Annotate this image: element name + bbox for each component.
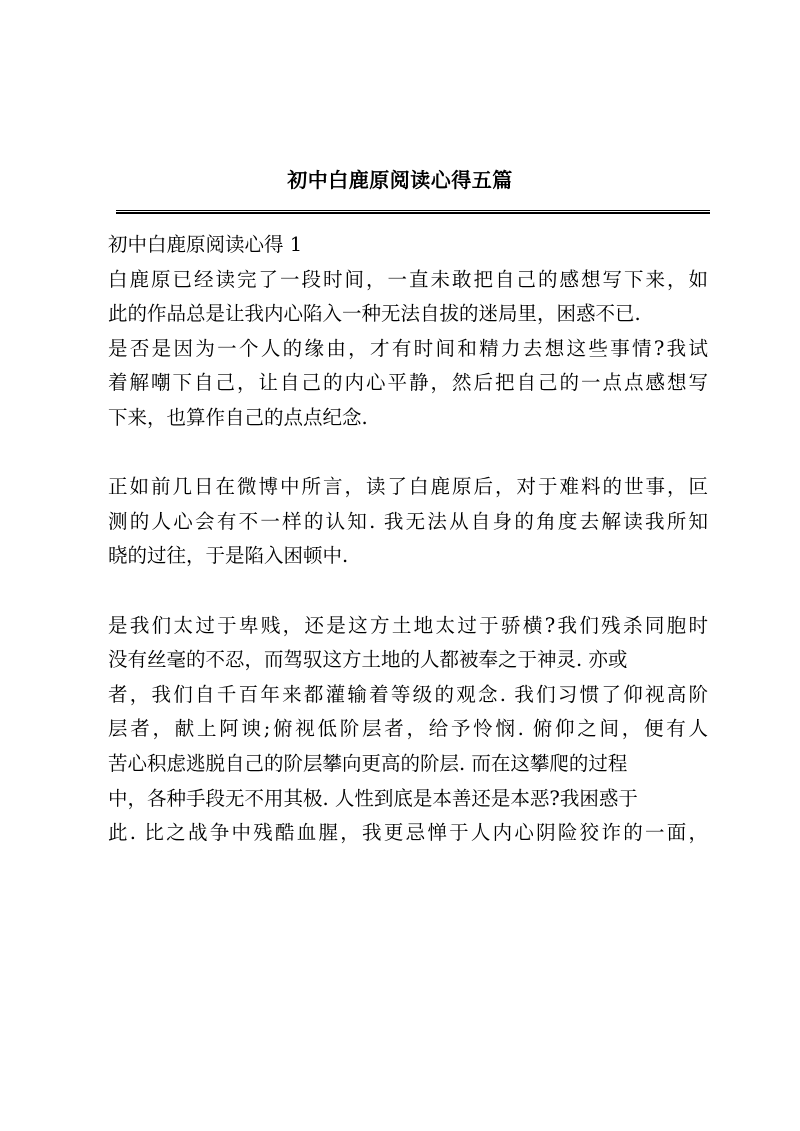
paragraph-2 [108,470,708,574]
document-body [108,228,708,851]
document-title: 初中白鹿原阅读心得五篇 [287,168,513,192]
text-line: 没有丝毫的不忍，而驾驭这方土地的人都被奉之于神灵. 亦或 [108,648,628,672]
text-line: 着解嘲下自己，让自己的内心平静，然后把自己的一点点感想写 [108,371,708,395]
text-line: 下来，也算作自己的点点纪念. [108,405,368,429]
text-line: 晓的过往，于是陷入困顿中. [108,544,349,568]
text-line: 此的作品总是让我内心陷入一种无法自拔的迷局里，困惑不已. [108,302,641,326]
text-line: 苦心积虑逃脱自己的阶层攀向更高的阶层. 而在这攀爬的过程 [108,751,628,775]
text-line: 测的人心会有不一样的认知. 我无法从自身的角度去解读我所知 [108,509,708,533]
text-line: 白鹿原已经读完了一段时间，一直未敢把自己的感想写下来，如 [108,267,708,291]
text-line: 是我们太过于卑贱，还是这方土地太过于骄横?我们残杀同胞时 [108,613,708,637]
section-heading: 初中白鹿原阅读心得 1 [108,233,303,256]
title-divider [116,210,710,214]
text-line: 此. 比之战争中残酷血腥，我更忌惮于人内心阴险狡诈的一面， [108,821,708,845]
text-line: 中，各种手段无不用其极. 人性到底是本善还是本恶?我困惑于 [108,786,638,810]
text-line: 正如前几日在微博中所言，读了白鹿原后，对于难料的世事，叵 [108,475,708,499]
paragraph-3 [108,609,708,851]
paragraph-gap [108,574,708,609]
text-line: 层者，献上阿谀;俯视低阶层者，给予怜悯. 俯仰之间，便有人 [108,717,708,741]
paragraph-1 [108,263,708,436]
paragraph-gap [108,436,708,471]
text-line: 是否是因为一个人的缘由，才有时间和精力去想这些事情?我试 [108,336,708,360]
text-line: 者，我们自千百年来都灌输着等级的观念. 我们习惯了仰视高阶 [108,682,708,706]
